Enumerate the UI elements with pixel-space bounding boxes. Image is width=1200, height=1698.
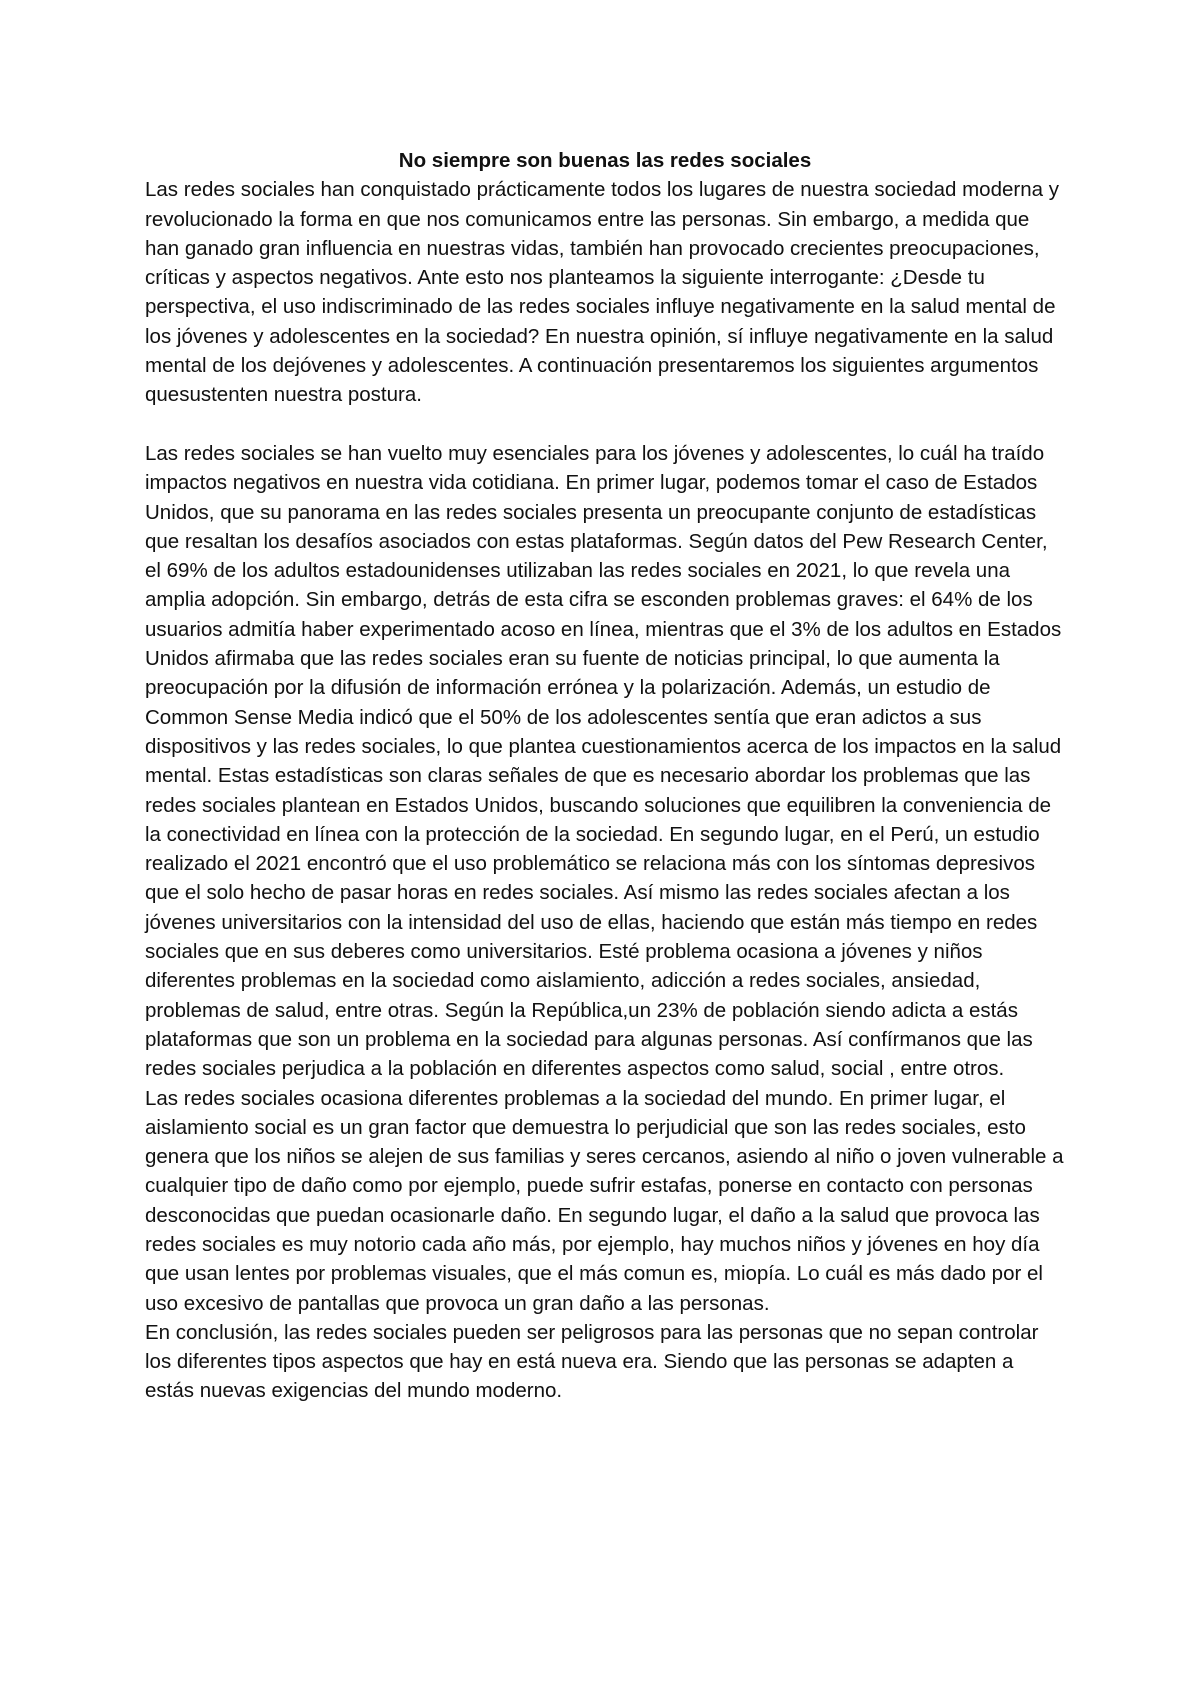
paragraph-argument-one: Las redes sociales se han vuelto muy esenciales para los jóvenes y adolescentes, lo cuál ha traído impactos negativos en nuestra vida cotidiana. En primer lugar, podemos tomar el caso de Estados Unidos, que su panorama en las redes sociales presenta un preocupante conjunto de estadísticas que resaltan los desafíos asociados con estas plataformas. Según datos del Pew Research Center, el 69% de los adultos estadounidenses utilizaban las redes sociales en 2021, lo que revela una amplia adopción. Sin embargo, detrás de esta cifra se esconden problemas graves: el 64% de los usuarios admitía haber experimentado acoso en línea, mientras que el 3% de los adultos en Estados Unidos afirmaba que las redes sociales eran su fuente de noticias principal, lo que aumenta la preocupación por la difusión de información errónea y la polarización. Además, un estudio de Common Sense Media indicó que el 50% de los adolescentes sentía que eran adictos a sus dispositivos y las redes sociales, lo que plantea cuestionamientos acerca de los impactos en la salud mental. Estas estadísticas son claras señales de que es necesario abordar los problemas que las redes sociales plantean en Estados Unidos, buscando soluciones que equilibren la conveniencia de la conectividad en línea con la protección de la sociedad. En segundo lugar, en el Perú, un estudio realizado el 2021 encontró que el uso problemático se relaciona más con los síntomas depresivos que el solo hecho de pasar horas en redes sociales. Así mismo las redes sociales afectan a los jóvenes universitarios con la intensidad del uso de ellas, haciendo que están más tiempo en redes sociales que en sus deberes como universitarios. Esté problema ocasiona a jóvenes y niños diferentes problemas en la sociedad como aislamiento, adicción a redes sociales, ansiedad, problemas de salud, entre otras. Según la República,un 23% de población siendo adicta a estás plataformas que son un problema en la sociedad para algunas personas. Así confírmanos que las redes sociales perjudica a la población en diferentes aspectos como salud, social , entre otros. [145,441,1062,1081]
document-body [145,146,1065,1406]
paragraph-argument-two: Las redes sociales ocasiona diferentes problemas a la sociedad del mundo. En primer lugar, el aislamiento social es un gran factor que demuestra lo perjudicial que son las redes sociales, esto genera que los niños se alejen de sus familias y seres cercanos, asiendo al niño o joven vulnerable a cualquier tipo de daño como por ejemplo, puede sufrir estafas, ponerse en contacto con personas desconocidas que puedan ocasionarle daño. En segundo lugar, el daño a la salud que provoca las redes sociales es muy notorio cada año más, por ejemplo, hay muchos niños y jóvenes en hoy día que usan lentes por problemas visuales, que el más comun es, miopía. Lo cuál es más dado por el uso excesivo de pantallas que provoca un gran daño a las personas. [145,1086,1064,1315]
paragraph-introduction: Las redes sociales han conquistado prácticamente todos los lugares de nuestra sociedad moderna y revolucionado la forma en que nos comunicamos entre las personas. Sin embargo, a medida que han ganado gran influencia en nuestras vidas, también han provocado crecientes preocupaciones, críticas y aspectos negativos. Ante esto nos planteamos la siguiente interrogante: ¿Desde tu perspectiva, el uso indiscriminado de las redes sociales influye negativamente en la salud mental de los jóvenes y adolescentes en la sociedad? En nuestra opinión, sí influye negativamente en la salud mental de los dejóvenes y adolescentes. A continuación presentaremos los siguientes argumentos quesustenten nuestra postura. [145,178,1059,407]
paragraph-conclusion: En conclusión, las redes sociales pueden ser peligrosos para las personas que no sepan controlar los diferentes tipos aspectos que hay en está nueva era. Siendo que las personas se adapten a estás nuevas exigencias del mundo moderno. [145,1320,1039,1403]
document-title: No siempre son buenas las redes sociales [398,149,812,172]
